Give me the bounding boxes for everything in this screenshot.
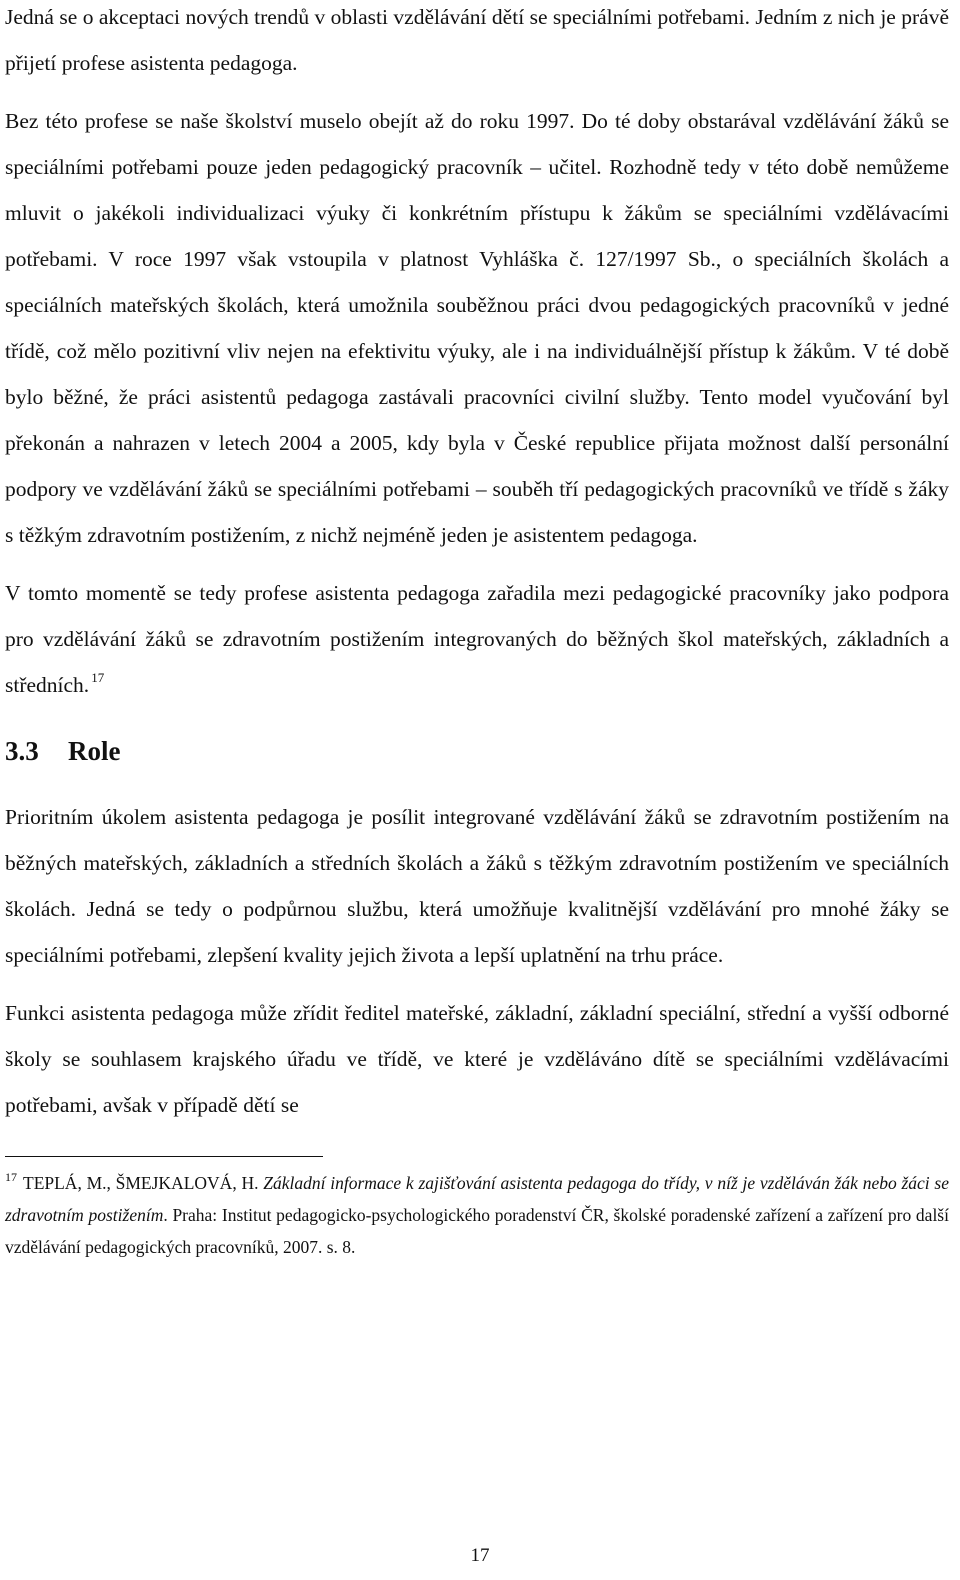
section-paragraph-1: Prioritním úkolem asistenta pedagoga je posílit integrované vzdělávání žáků se zdravotním postižením na běžných mateřských, základních a středních školách a žáků s těžkým zdravotním postižením ve speciálních školách. Jedná se tedy o podpůrnou službu, která umožňuje kvalitnější vzdělávání pro mnohé žáky se speciálními potřebami, zlepšení kvality jejich života a lepší uplatnění na trhu práce. xyxy=(5,805,949,967)
body-paragraph-3 xyxy=(5,570,949,708)
section-heading xyxy=(5,728,949,774)
page-number: 17 xyxy=(470,1545,490,1566)
footnote xyxy=(5,1167,949,1263)
document-page xyxy=(5,0,949,1263)
section-title: Role xyxy=(68,736,121,766)
footnote-title: Základní informace k zajišťování asistenta pedagoga do třídy, v níž je vzděláván žák nebo žáci se zdravotním postižením xyxy=(5,1173,950,1225)
footnote-separator xyxy=(5,1156,323,1157)
body-paragraph-2: Bez této profese se naše školství muselo obejít až do roku 1997. Do té doby obstarával vzdělávání žáků se speciálními potřebami pouze jeden pedagogický pracovník – učitel. Rozhodně tedy v této době nemůžeme mluvit o jakékoli individualizaci výuky či konkrétním přístupu k žákům se speciálními vzdělávacími potřebami. V roce 1997 však vstoupila v platnost Vyhláška č. 127/1997 Sb., o speciálních školách a speciálních mateřských školách, která umožnila souběžnou práci dvou pedagogických pracovníků v jedné třídě, což mělo pozitivní vliv nejen na efektivitu výuky, ale i na individuálnější přístup k žákům. V té době bylo běžné, že práci asistentů pedagoga zastávali pracovníci civilní služby. Tento model vyučování byl překonán a nahrazen v letech 2004 a 2005, kdy byla v České republice přijata možnost další personální podpory ve vzdělávání žáků se speciálními potřebami – souběh tří pedagogických pracovníků ve třídě s žáky s těžkým zdravotním postižením, z nichž nejméně jeden je asistentem pedagoga. xyxy=(5,109,949,547)
section-paragraph-2: Funkci asistenta pedagoga může zřídit ředitel mateřské, základní, základní speciální, střední a vyšší odborné školy se souhlasem krajského úřadu ve třídě, ve které je vzděláváno dítě se speciálními vzdělávacími potřebami, avšak v případě dětí se xyxy=(5,1001,949,1117)
footnote-reference[interactable]: 17 xyxy=(91,670,105,685)
footnote-authors: TEPLÁ, M., ŠMEJKALOVÁ, H. xyxy=(23,1173,259,1193)
section-number: 3.3 xyxy=(5,736,39,766)
body-paragraph-3-text: V tomto momentě se tedy profese asistenta pedagoga zařadila mezi pedagogické pracovníky jako podpora pro vzdělávání žáků se zdravotním postižením integrovaných do běžných škol mateřských, základních a středních. xyxy=(5,581,949,697)
footnote-publication: . Praha: Institut pedagogicko-psychologického poradenství ČR, školské poradenské zařízení a zařízení pro další vzdělávání pedagogických pracovníků, 2007. s. 8. xyxy=(5,1205,949,1257)
footnote-number: 17 xyxy=(5,1170,17,1184)
body-paragraph-1: Jedná se o akceptaci nových trendů v oblasti vzdělávání dětí se speciálními potřebami. Jedním z nich je právě přijetí profese asistenta pedagoga. xyxy=(5,5,949,75)
